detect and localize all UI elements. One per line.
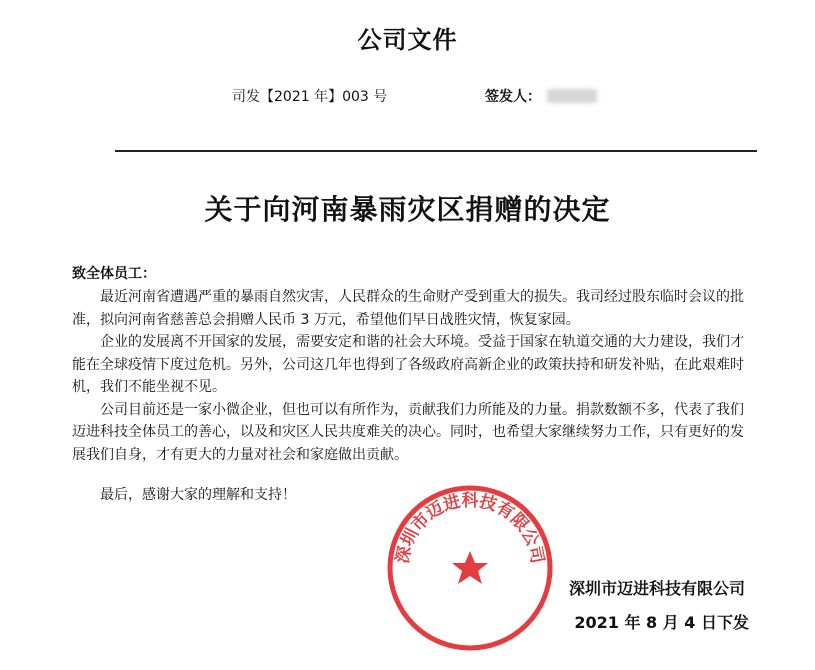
header-divider [115,150,757,152]
body-text [72,286,748,466]
signer-field [485,86,597,106]
document-number: 司发【2021 年】003 号 [232,89,388,105]
signer-label: 签发人： [485,89,541,105]
salutation: 致全体员工： [72,266,156,282]
seal-text: 深圳市迈进科技有限公司 [392,490,548,566]
signing-date: 2021 年 8 月 4 日下发 [574,613,749,632]
signer-name-redacted [547,89,597,103]
body-paragraph-2: 企业的发展离不开国家的发展，需要安定和谐的社会大环境。受益于国家在轨道交通的大力建设，我们才能在全球疫情下度过危机。另外，公司这几年也得到了各级政府高新企业的政策扶持和研发补贴，在此艰难时机，我们不能坐视不见。 [72,334,744,395]
document-header-title: 公司文件 [357,26,458,54]
decision-title: 关于向河南暴雨灾区捐赠的决定 [204,193,611,226]
body-paragraph-1: 最近河南省遭遇严重的暴雨自然灾害，人民群众的生命财产受到重大的损失。我司经过股东临时会议的批准，拟向河南省慈善总会捐赠人民币 3 万元，希望他们早日战胜灾情，恢复家园。 [72,289,744,328]
closing-remark: 最后，感谢大家的理解和支持！ [100,487,296,503]
seal-star-icon [452,551,488,584]
signing-company: 深圳市迈进科技有限公司 [568,579,745,598]
company-seal [385,483,555,653]
body-paragraph-3: 公司目前还是一家小微企业，但也可以有所作为，贡献我们力所能及的力量。捐款数额不多，代表了我们迈进科技全体员工的善心，以及和灾区人民共度难关的决心。同时，也希望大家继续努力工作，只有更好的发展我们自身，才有更大的力量对社会和家庭做出贡献。 [72,401,744,463]
